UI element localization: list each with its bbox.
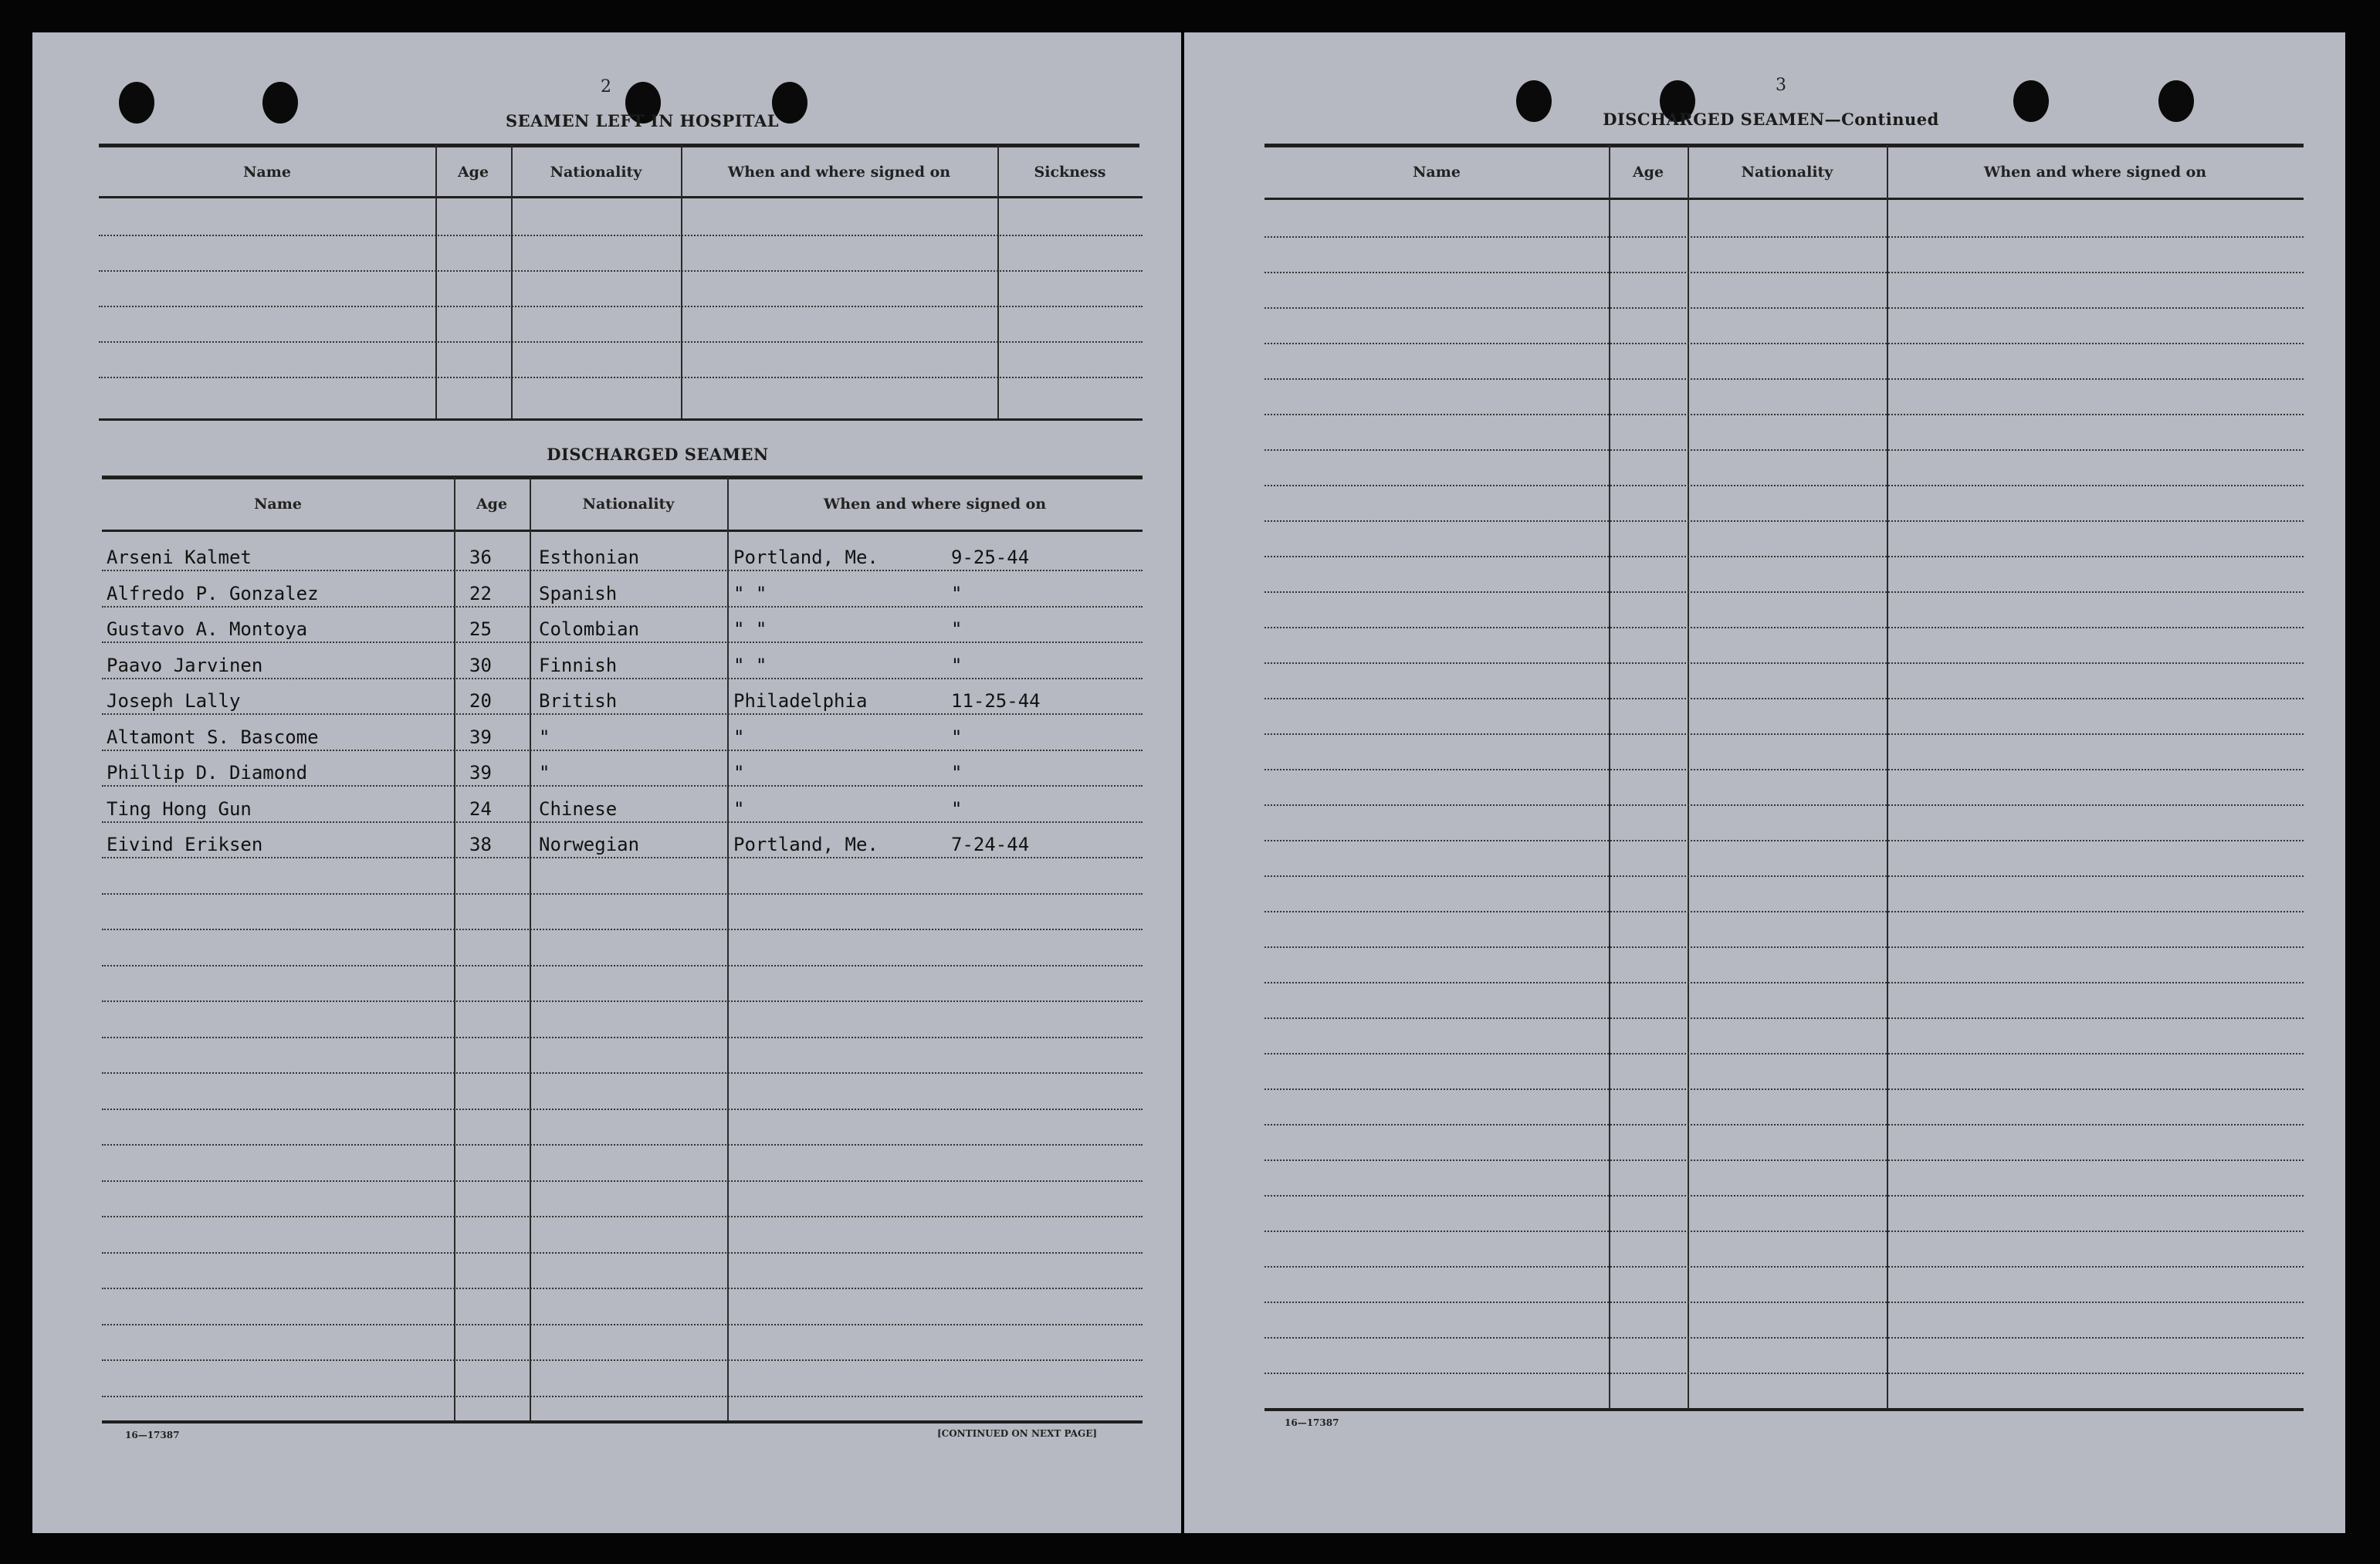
column-header: Nationality xyxy=(550,164,642,181)
signed-on-place: Portland, Me. xyxy=(733,547,879,568)
ruled-line xyxy=(99,235,1143,236)
ruled-line xyxy=(1264,307,2304,309)
ruled-line xyxy=(1264,733,2304,735)
ruled-line xyxy=(1264,627,2304,628)
ruled-line xyxy=(1264,946,2304,948)
continued-section-title: DISCHARGED SEAMEN—Continued xyxy=(1603,110,1939,129)
ruled-line xyxy=(1264,1017,2304,1019)
table-row xyxy=(32,834,1181,865)
seaman-age: 39 xyxy=(469,726,492,748)
seaman-nationality: Spanish xyxy=(539,582,618,604)
ruled-line xyxy=(102,1144,1143,1146)
punch-hole xyxy=(262,82,298,124)
ruled-line xyxy=(1264,769,2304,770)
table-row xyxy=(32,547,1181,577)
signed-on-place: " " xyxy=(733,654,767,676)
column-header: Age xyxy=(1632,164,1664,181)
signed-on-place: Philadelphia xyxy=(733,690,868,712)
form-number: 16—17387 xyxy=(125,1430,180,1440)
ruled-line xyxy=(1264,982,2304,983)
ruled-line xyxy=(1264,343,2304,344)
column-header: Sickness xyxy=(1034,164,1106,181)
discharged-bottom-rule xyxy=(102,1420,1143,1424)
ruled-line xyxy=(1264,272,2304,273)
seaman-age: 38 xyxy=(469,834,492,855)
seaman-age: 36 xyxy=(469,547,492,568)
seaman-nationality: British xyxy=(539,690,618,712)
left-page xyxy=(32,32,1181,1533)
ruled-line xyxy=(1264,1302,2304,1303)
ruled-line xyxy=(1264,1373,2304,1374)
ruled-line xyxy=(102,1180,1143,1182)
seaman-name: Gustavo A. Montoya xyxy=(107,618,308,640)
ruled-line xyxy=(1264,485,2304,486)
page-number: 3 xyxy=(1776,76,1786,95)
seaman-nationality: Esthonian xyxy=(539,547,640,568)
column-divider xyxy=(1887,145,1888,1408)
ruled-line xyxy=(1264,840,2304,841)
ruled-line xyxy=(102,1396,1143,1397)
signed-on-place: " " xyxy=(733,582,767,604)
ruled-line xyxy=(102,1359,1143,1361)
ruled-line xyxy=(1264,1053,2304,1055)
signed-on-place: " " xyxy=(733,618,767,640)
right-header-rule xyxy=(1264,198,2304,200)
punch-hole xyxy=(1516,80,1552,122)
ruled-line xyxy=(1264,556,2304,557)
column-header: Nationality xyxy=(1741,164,1833,181)
ruled-line xyxy=(1264,236,2304,238)
column-header: Nationality xyxy=(582,496,675,513)
seaman-age: 30 xyxy=(469,654,492,676)
signed-on-date: " xyxy=(951,654,963,676)
seaman-name: Eivind Eriksen xyxy=(107,834,263,855)
table-row xyxy=(32,762,1181,793)
ruled-line xyxy=(102,1288,1143,1289)
ruled-line xyxy=(1264,1266,2304,1268)
form-number: 16—17387 xyxy=(1285,1417,1339,1428)
seaman-name: Paavo Jarvinen xyxy=(107,654,263,676)
signed-on-date: 9-25-44 xyxy=(951,547,1030,568)
column-header: Name xyxy=(243,164,291,181)
seaman-name: Ting Hong Gun xyxy=(107,797,252,820)
signed-on-date: " xyxy=(951,726,963,748)
signed-on-date: " xyxy=(951,618,963,640)
ruled-line xyxy=(1264,1231,2304,1232)
signed-on-place: " xyxy=(733,797,745,820)
ruled-line xyxy=(102,1072,1143,1074)
column-header: Age xyxy=(476,496,508,513)
signed-on-date: " xyxy=(951,797,963,820)
ruled-line xyxy=(102,929,1143,930)
punch-hole xyxy=(2158,80,2194,122)
right-page xyxy=(1184,32,2345,1533)
table-row xyxy=(32,583,1181,614)
seaman-age: 24 xyxy=(469,797,492,820)
column-header: When and where signed on xyxy=(823,496,1047,513)
column-divider xyxy=(1609,145,1610,1408)
column-divider xyxy=(1688,145,1689,1408)
ruled-line xyxy=(102,965,1143,966)
seaman-name: Phillip D. Diamond xyxy=(107,762,308,784)
right-bottom-rule xyxy=(1264,1408,2304,1411)
ruled-line xyxy=(99,306,1143,307)
ruled-line xyxy=(1264,1195,2304,1197)
seaman-name: Arseni Kalmet xyxy=(107,547,252,568)
ruled-line xyxy=(102,1109,1143,1110)
table-row xyxy=(32,655,1181,686)
punch-hole xyxy=(119,82,154,124)
hospital-section-title: SEAMEN LEFT IN HOSPITAL xyxy=(505,111,780,130)
page-number: 2 xyxy=(601,77,611,96)
hospital-header-rule xyxy=(99,196,1143,198)
column-header: Name xyxy=(254,496,302,513)
ruled-line xyxy=(102,1000,1143,1002)
ruled-line xyxy=(1264,1159,2304,1161)
ruled-line xyxy=(102,1324,1143,1325)
column-header: When and where signed on xyxy=(1983,164,2207,181)
ruled-line xyxy=(102,1216,1143,1217)
seaman-age: 39 xyxy=(469,762,492,784)
seaman-nationality: Finnish xyxy=(539,654,618,676)
ruled-line xyxy=(99,377,1143,378)
ruled-line xyxy=(1264,875,2304,877)
ruled-line xyxy=(1264,591,2304,593)
ruled-line xyxy=(102,893,1143,895)
ruled-line xyxy=(1264,1124,2304,1126)
discharged-section-title: DISCHARGED SEAMEN xyxy=(547,445,769,464)
column-header: Age xyxy=(457,164,489,181)
ruled-line xyxy=(1264,662,2304,664)
ruled-line xyxy=(1264,698,2304,699)
seaman-nationality: Chinese xyxy=(539,797,618,820)
seaman-nationality: Colombian xyxy=(539,618,640,640)
seaman-age: 22 xyxy=(469,582,492,604)
ruled-line xyxy=(1264,378,2304,380)
ruled-line xyxy=(1264,449,2304,451)
signed-on-date: 7-24-44 xyxy=(951,834,1030,855)
table-row xyxy=(32,726,1181,757)
ruled-line xyxy=(1264,911,2304,912)
seaman-age: 25 xyxy=(469,618,492,640)
table-row xyxy=(32,690,1181,721)
ruled-line xyxy=(99,341,1143,343)
continued-note: [CONTINUED ON NEXT PAGE] xyxy=(937,1428,1098,1439)
table-row xyxy=(32,798,1181,829)
ruled-line xyxy=(102,1252,1143,1254)
signed-on-place: " xyxy=(733,726,745,748)
signed-on-place: " xyxy=(733,762,745,784)
column-header: When and where signed on xyxy=(727,164,951,181)
seaman-name: Joseph Lally xyxy=(107,690,241,712)
ruled-line xyxy=(1264,804,2304,806)
seaman-age: 20 xyxy=(469,690,492,712)
hospital-bottom-rule xyxy=(99,418,1143,421)
seaman-nationality: " xyxy=(539,762,550,784)
signed-on-date: " xyxy=(951,582,963,604)
signed-on-place: Portland, Me. xyxy=(733,834,879,855)
ruled-line xyxy=(99,270,1143,272)
discharged-header-rule xyxy=(102,530,1143,532)
punch-hole xyxy=(2013,80,2049,122)
seaman-nationality: " xyxy=(539,726,550,748)
ruled-line xyxy=(1264,520,2304,522)
hospital-top-rule xyxy=(99,144,1139,147)
seaman-nationality: Norwegian xyxy=(539,834,640,855)
seaman-name: Altamont S. Bascome xyxy=(107,726,319,748)
right-top-rule xyxy=(1264,144,2304,147)
signed-on-date: " xyxy=(951,762,963,784)
column-header: Name xyxy=(1413,164,1461,181)
ruled-line xyxy=(1264,414,2304,415)
discharged-top-rule xyxy=(102,476,1143,479)
signed-on-date: 11-25-44 xyxy=(951,690,1041,712)
table-row xyxy=(32,618,1181,649)
ruled-line xyxy=(102,1037,1143,1038)
seaman-name: Alfredo P. Gonzalez xyxy=(107,582,319,604)
ruled-line xyxy=(1264,1337,2304,1339)
ruled-line xyxy=(1264,1088,2304,1090)
